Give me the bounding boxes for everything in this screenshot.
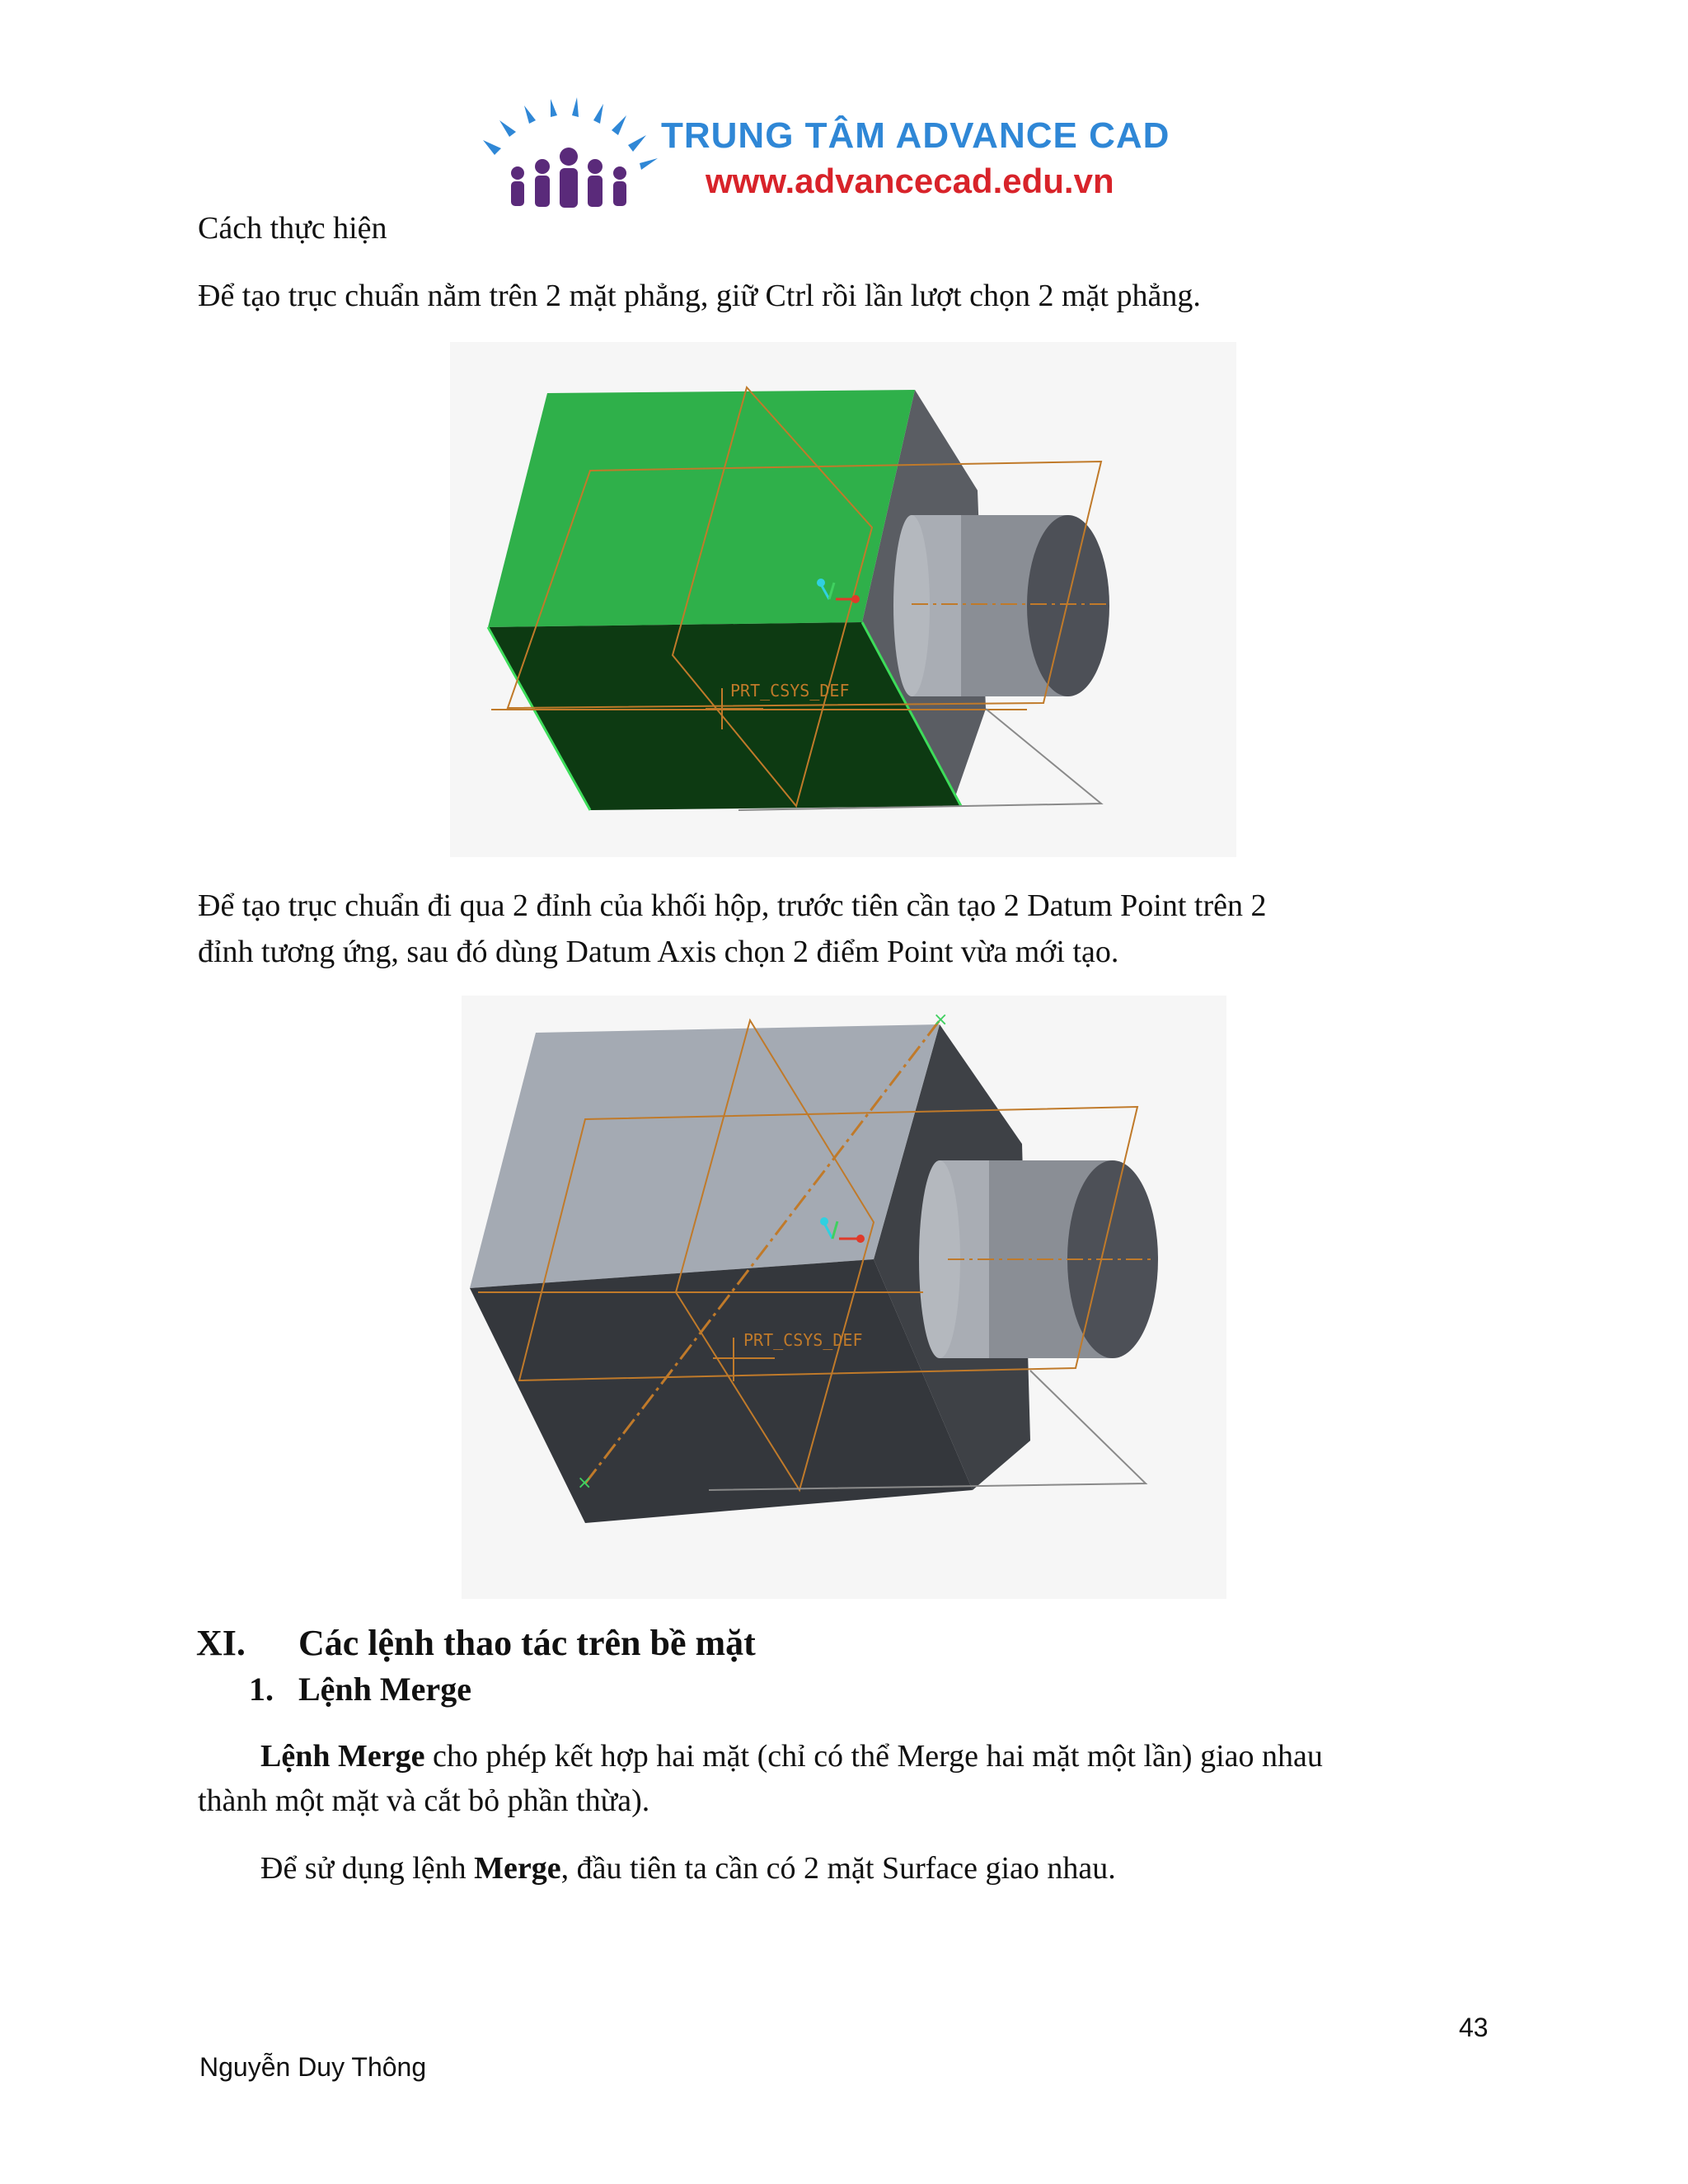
paragraph-merge-line2: thành một mặt và cắt bỏ phần thừa). (198, 1783, 650, 1818)
section-number: XI. (196, 1623, 246, 1663)
paragraph-how-to: Cách thực hiện (198, 211, 387, 246)
merge-description: cho phép kết hợp hai mặt (chỉ có thể Merge hai mặt một lần) giao nhau (424, 1739, 1323, 1774)
subsection-number: 1. (249, 1671, 274, 1708)
merge-term: Lệnh Merge (260, 1739, 425, 1774)
paragraph-merge-usage (260, 1846, 1116, 1891)
usage-term: Merge (474, 1851, 561, 1886)
logo-url: www.advancecad.edu.vn (706, 162, 1114, 200)
header-logo (478, 97, 1203, 213)
footer-author: Nguyễn Duy Thông (199, 2052, 427, 2082)
paragraph-merge-line1 (260, 1734, 1323, 1779)
subsection-title: Lệnh Merge (298, 1671, 471, 1708)
figure-datum-axis-two-planes (450, 342, 1236, 857)
paragraph-datum-axis-planes: Để tạo trục chuẩn nằm trên 2 mặt phẳng, giữ Ctrl rồi lần lượt chọn 2 mặt phẳng. (198, 279, 1201, 313)
svg-text:×: × (577, 1473, 593, 1493)
usage-pre: Để sử dụng lệnh (260, 1851, 475, 1886)
fig1-csys-label: PRT_CSYS_DEF (730, 681, 850, 701)
section-title: Các lệnh thao tác trên bề mặt (298, 1623, 756, 1663)
figure-datum-axis-two-points (462, 996, 1226, 1599)
svg-text:×: × (933, 1010, 949, 1030)
usage-post: , đầu tiên ta cần có 2 mặt Surface giao nhau. (560, 1851, 1116, 1886)
logo-people-sun-icon (478, 97, 659, 213)
logo-title: TRUNG TÂM ADVANCE CAD (661, 115, 1170, 156)
paragraph-datum-axis-vertices-line1: Để tạo trục chuẩn đi qua 2 đỉnh của khối hộp, trước tiên cần tạo 2 Datum Point trên 2 (198, 888, 1267, 923)
page-number: 43 (1459, 2013, 1489, 2042)
paragraph-datum-axis-vertices-line2: đỉnh tương ứng, sau đó dùng Datum Axis chọn 2 điểm Point vừa mới tạo. (198, 935, 1119, 969)
fig2-csys-label: PRT_CSYS_DEF (743, 1330, 863, 1350)
